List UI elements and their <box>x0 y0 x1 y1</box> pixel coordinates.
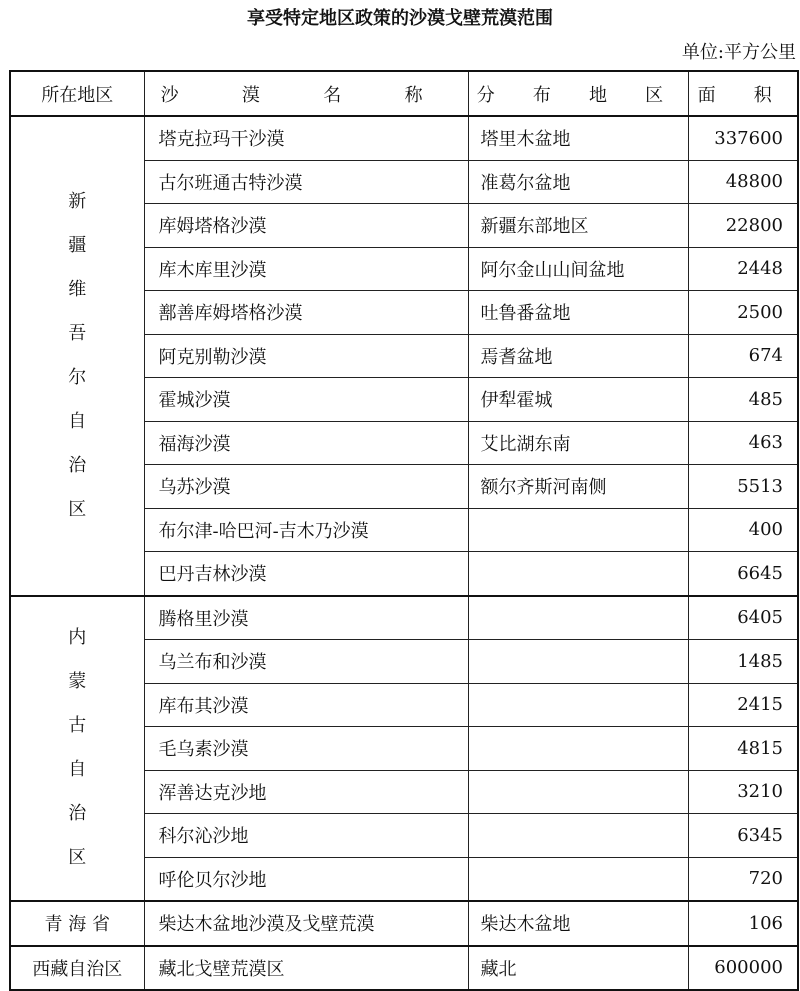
area-cell: 485 <box>688 378 798 422</box>
area-cell: 720 <box>688 857 798 901</box>
desert-name-cell: 库布其沙漠 <box>144 683 468 727</box>
distribution-cell <box>468 770 688 814</box>
distribution-cell <box>468 727 688 771</box>
area-cell: 2448 <box>688 247 798 291</box>
distribution-cell: 艾比湖东南 <box>468 421 688 465</box>
desert-table <box>9 70 799 991</box>
region-group <box>10 596 798 902</box>
area-cell: 3210 <box>688 770 798 814</box>
region-cell: 新 疆 维 吾 尔 自 治 区 <box>10 116 144 596</box>
area-cell: 6345 <box>688 814 798 858</box>
distribution-cell: 新疆东部地区 <box>468 204 688 248</box>
desert-name-cell: 库木库里沙漠 <box>144 247 468 291</box>
table-row <box>10 596 798 640</box>
distribution-cell <box>468 640 688 684</box>
desert-name-cell: 阿克别勒沙漠 <box>144 334 468 378</box>
region-cell: 内 蒙 古 自 治 区 <box>10 596 144 902</box>
area-cell: 106 <box>688 901 798 946</box>
area-cell: 5513 <box>688 465 798 509</box>
header-row <box>10 71 798 116</box>
desert-name-cell: 腾格里沙漠 <box>144 596 468 640</box>
desert-name-cell: 库姆塔格沙漠 <box>144 204 468 248</box>
area-cell: 6645 <box>688 552 798 596</box>
region-cell: 西藏自治区 <box>10 946 144 991</box>
header-distribution: 分 布 地 区 <box>468 71 688 116</box>
distribution-cell: 焉耆盆地 <box>468 334 688 378</box>
region-cell: 青 海 省 <box>10 901 144 946</box>
distribution-cell <box>468 508 688 552</box>
area-cell: 48800 <box>688 160 798 204</box>
table-row <box>10 116 798 160</box>
distribution-cell: 伊犁霍城 <box>468 378 688 422</box>
desert-name-cell: 科尔沁沙地 <box>144 814 468 858</box>
desert-name-cell: 藏北戈壁荒漠区 <box>144 946 468 991</box>
distribution-cell <box>468 857 688 901</box>
table-row <box>10 946 798 991</box>
desert-name-cell: 霍城沙漠 <box>144 378 468 422</box>
unit-label: 单位:平方公里 <box>681 42 796 63</box>
header-name: 沙 漠 名 称 <box>144 71 468 116</box>
distribution-cell <box>468 552 688 596</box>
distribution-cell: 阿尔金山山间盆地 <box>468 247 688 291</box>
distribution-cell: 藏北 <box>468 946 688 991</box>
area-cell: 674 <box>688 334 798 378</box>
desert-name-cell: 巴丹吉林沙漠 <box>144 552 468 596</box>
desert-name-cell: 古尔班通古特沙漠 <box>144 160 468 204</box>
area-cell: 600000 <box>688 946 798 991</box>
distribution-cell <box>468 683 688 727</box>
desert-name-cell: 塔克拉玛干沙漠 <box>144 116 468 160</box>
distribution-cell: 吐鲁番盆地 <box>468 291 688 335</box>
area-cell: 6405 <box>688 596 798 640</box>
desert-name-cell: 浑善达克沙地 <box>144 770 468 814</box>
header-region: 所在地区 <box>10 71 144 116</box>
area-cell: 4815 <box>688 727 798 771</box>
distribution-cell <box>468 814 688 858</box>
area-cell: 337600 <box>688 116 798 160</box>
header-area: 面 积 <box>688 71 798 116</box>
region-group <box>10 901 798 946</box>
desert-name-cell: 鄯善库姆塔格沙漠 <box>144 291 468 335</box>
table-title: 享受特定地区政策的沙漠戈壁荒漠范围 <box>247 8 553 29</box>
region-group <box>10 946 798 991</box>
area-cell: 2500 <box>688 291 798 335</box>
desert-name-cell: 布尔津-哈巴河-吉木乃沙漠 <box>144 508 468 552</box>
area-cell: 2415 <box>688 683 798 727</box>
desert-name-cell: 呼伦贝尔沙地 <box>144 857 468 901</box>
desert-name-cell: 乌兰布和沙漠 <box>144 640 468 684</box>
distribution-cell: 额尔齐斯河南侧 <box>468 465 688 509</box>
distribution-cell <box>468 596 688 640</box>
area-cell: 22800 <box>688 204 798 248</box>
region-group <box>10 116 798 596</box>
area-cell: 463 <box>688 421 798 465</box>
table-row <box>10 901 798 946</box>
area-cell: 1485 <box>688 640 798 684</box>
desert-name-cell: 乌苏沙漠 <box>144 465 468 509</box>
desert-name-cell: 柴达木盆地沙漠及戈壁荒漠 <box>144 901 468 946</box>
distribution-cell: 准葛尔盆地 <box>468 160 688 204</box>
area-cell: 400 <box>688 508 798 552</box>
desert-name-cell: 福海沙漠 <box>144 421 468 465</box>
desert-name-cell: 毛乌素沙漠 <box>144 727 468 771</box>
distribution-cell: 塔里木盆地 <box>468 116 688 160</box>
distribution-cell: 柴达木盆地 <box>468 901 688 946</box>
